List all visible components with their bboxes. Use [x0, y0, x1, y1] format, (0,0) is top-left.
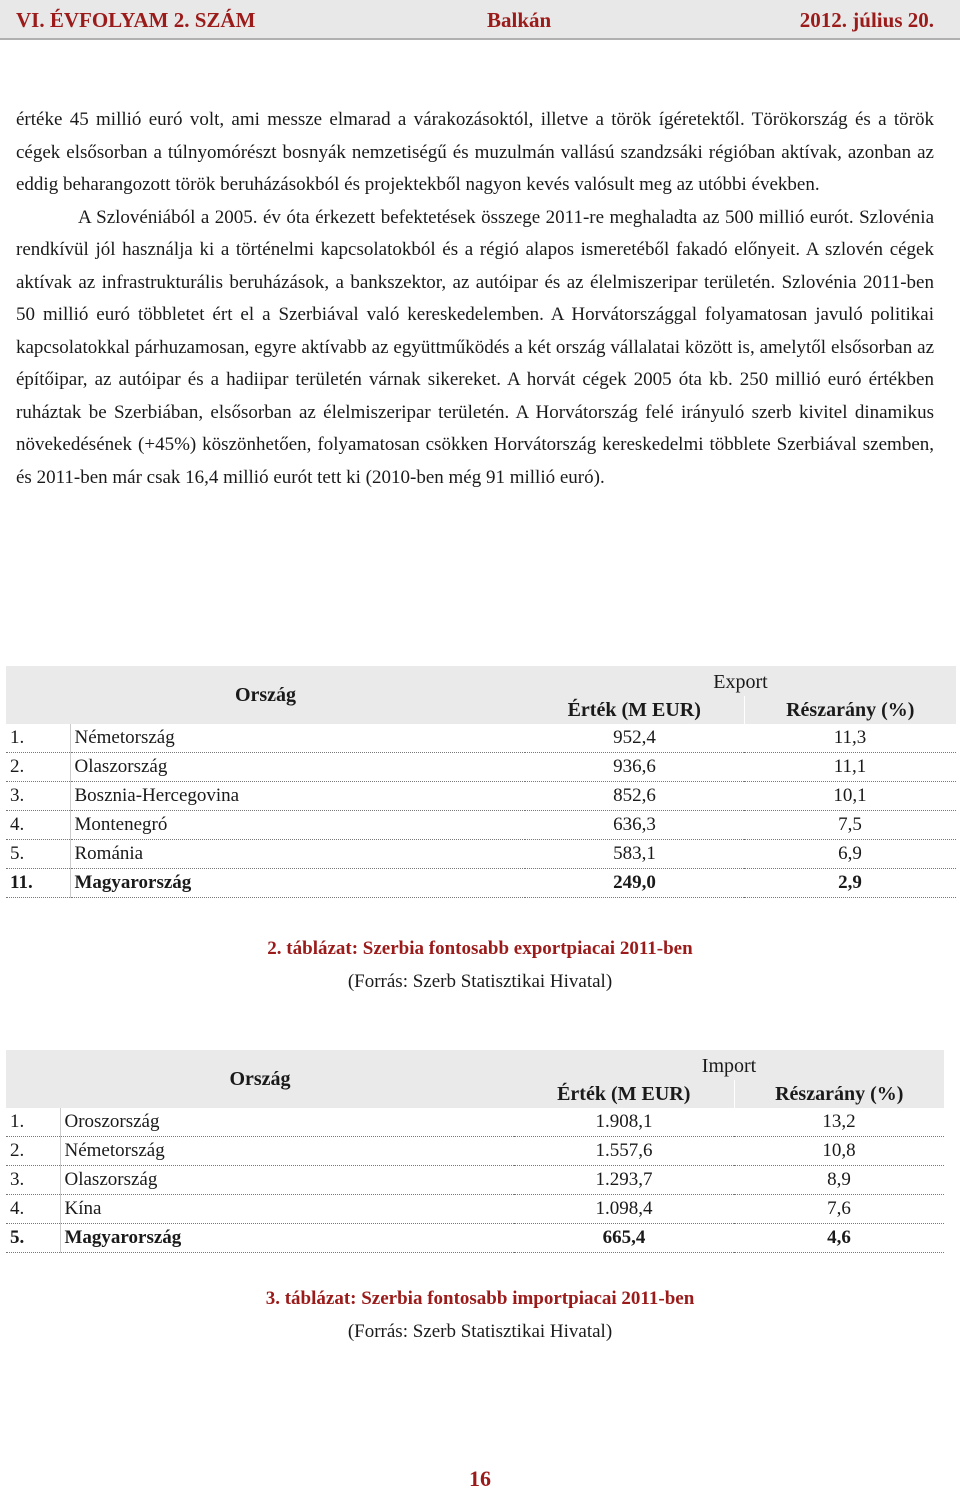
- country-cell: Olaszország: [70, 753, 525, 782]
- paragraph: értéke 45 millió euró volt, ami messze elmarad a várakozásoktól, illetve a török ígéretektől. Törökország és a török cégek elsősorban a túlnyomórészt bosnyák nemzetiségű és muzulmán vallású szandzsáki régióban aktívak, azonban az eddig beharangozott török beruházásokból és projektekből nagyon kevés valósult meg az utóbbi években.: [16, 109, 934, 195]
- country-cell: Magyarország: [70, 869, 525, 898]
- country-header: Ország: [6, 1050, 514, 1108]
- table-row: [6, 1108, 944, 1137]
- value-cell: 1.098,4: [514, 1195, 734, 1224]
- header-volume: VI. ÉVFOLYAM 2. SZÁM: [16, 8, 256, 32]
- article-body: [16, 104, 934, 494]
- value-cell: 1.557,6: [514, 1137, 734, 1166]
- country-cell: Románia: [70, 840, 525, 869]
- share-cell: 8,9: [734, 1166, 944, 1195]
- rank-cell: 4.: [6, 1195, 60, 1224]
- rank-cell: 5.: [6, 840, 70, 869]
- value-cell: 952,4: [525, 724, 744, 753]
- table-row: [6, 724, 956, 753]
- table-row: [6, 753, 956, 782]
- value-cell: 1.908,1: [514, 1108, 734, 1137]
- page-number: 16: [469, 1466, 491, 1491]
- rank-cell: 3.: [6, 782, 70, 811]
- caption-source: (Forrás: Szerb Statisztikai Hivatal): [347, 971, 613, 992]
- import-table: [6, 1050, 944, 1253]
- paragraph: A Szlovéniából a 2005. év óta érkezett befektetések összege 2011-re meghaladta az 500 millió eurót. Szlovénia rendkívül jól használja ki a történelmi kapcsolatokból és a régió alapos ismeretéből fakadó előnyeit. A szlovén cégek aktívak az infrastrukturális beruházások, a bankszektor, az autóipar és az élelmiszeripar területén. Szlovénia 2011-ben 50 millió euró többletet ért el a Szerbiával való kereskedelemben. A Horvátországgal folyamatosan javuló politikai kapcsolatokkal párhuzamosan, egyre aktívabb az együttműködés a két ország vállalatai között is, amelytől elsősorban az építőipar, az autóipar és a hadiipar területén várnak sikereket. A horvát cégek 2005 óta kb. 250 millió euró értékben ruháztak be Szerbiában, elsősorban az élelmiszeripar területén. A Horvátország felé irányuló szerb kivitel dinamikus növekedésének (+45%) köszönhetően, folyamatosan csökken Horvátország kereskedelmi többlete Szerbiával szemben, és 2011-ben már csak 16,4 millió eurót tett ki (2010-ben még 91 millió euró).: [16, 206, 934, 488]
- header-section: Balkán: [487, 8, 552, 32]
- value-cell: 636,3: [525, 811, 744, 840]
- share-cell: 11,3: [744, 724, 956, 753]
- share-header: Részarány (%): [734, 1080, 944, 1108]
- country-cell: Magyarország: [60, 1224, 514, 1253]
- country-header: Ország: [6, 666, 525, 724]
- share-cell: 10,8: [734, 1137, 944, 1166]
- value-header: Érték (M EUR): [525, 696, 744, 724]
- import-group-header: Import: [514, 1050, 944, 1080]
- country-cell: Montenegró: [70, 811, 525, 840]
- rank-cell: 1.: [6, 724, 70, 753]
- table-row: [6, 1166, 944, 1195]
- country-cell: Németország: [60, 1137, 514, 1166]
- share-header: Részarány (%): [744, 696, 956, 724]
- rank-cell: 2.: [6, 753, 70, 782]
- caption-title: 3. táblázat: Szerbia fontosabb importpiacai 2011-ben: [265, 1288, 695, 1309]
- table-row: [6, 811, 956, 840]
- share-cell: 7,6: [734, 1195, 944, 1224]
- share-cell: 6,9: [744, 840, 956, 869]
- table-row-highlight: [6, 1224, 944, 1253]
- share-cell: 11,1: [744, 753, 956, 782]
- value-cell: 583,1: [525, 840, 744, 869]
- table-row: [6, 1195, 944, 1224]
- page-header: [0, 0, 960, 40]
- country-cell: Bosznia-Hercegovina: [70, 782, 525, 811]
- value-cell: 665,4: [514, 1224, 734, 1253]
- share-cell: 10,1: [744, 782, 956, 811]
- header-date: 2012. július 20.: [799, 8, 934, 32]
- rank-cell: 2.: [6, 1137, 60, 1166]
- table-row: [6, 1137, 944, 1166]
- table-row: [6, 840, 956, 869]
- caption-title: 2. táblázat: Szerbia fontosabb exportpiacai 2011-ben: [267, 938, 693, 959]
- rank-cell: 11.: [6, 869, 70, 898]
- table-row-highlight: [6, 869, 956, 898]
- rank-cell: 5.: [6, 1224, 60, 1253]
- table-row: [6, 782, 956, 811]
- export-table-caption: [0, 932, 960, 998]
- rank-cell: 4.: [6, 811, 70, 840]
- share-cell: 7,5: [744, 811, 956, 840]
- share-cell: 2,9: [744, 869, 956, 898]
- value-header: Érték (M EUR): [514, 1080, 734, 1108]
- country-cell: Kína: [60, 1195, 514, 1224]
- rank-cell: 3.: [6, 1166, 60, 1195]
- export-table: [6, 666, 956, 898]
- value-cell: 852,6: [525, 782, 744, 811]
- rank-cell: 1.: [6, 1108, 60, 1137]
- share-cell: 13,2: [734, 1108, 944, 1137]
- value-cell: 1.293,7: [514, 1166, 734, 1195]
- value-cell: 936,6: [525, 753, 744, 782]
- export-group-header: Export: [525, 666, 956, 696]
- caption-source: (Forrás: Szerb Statisztikai Hivatal): [347, 1321, 613, 1342]
- value-cell: 249,0: [525, 869, 744, 898]
- import-table-caption: [0, 1282, 960, 1348]
- country-cell: Olaszország: [60, 1166, 514, 1195]
- country-cell: Oroszország: [60, 1108, 514, 1137]
- country-cell: Németország: [70, 724, 525, 753]
- share-cell: 4,6: [734, 1224, 944, 1253]
